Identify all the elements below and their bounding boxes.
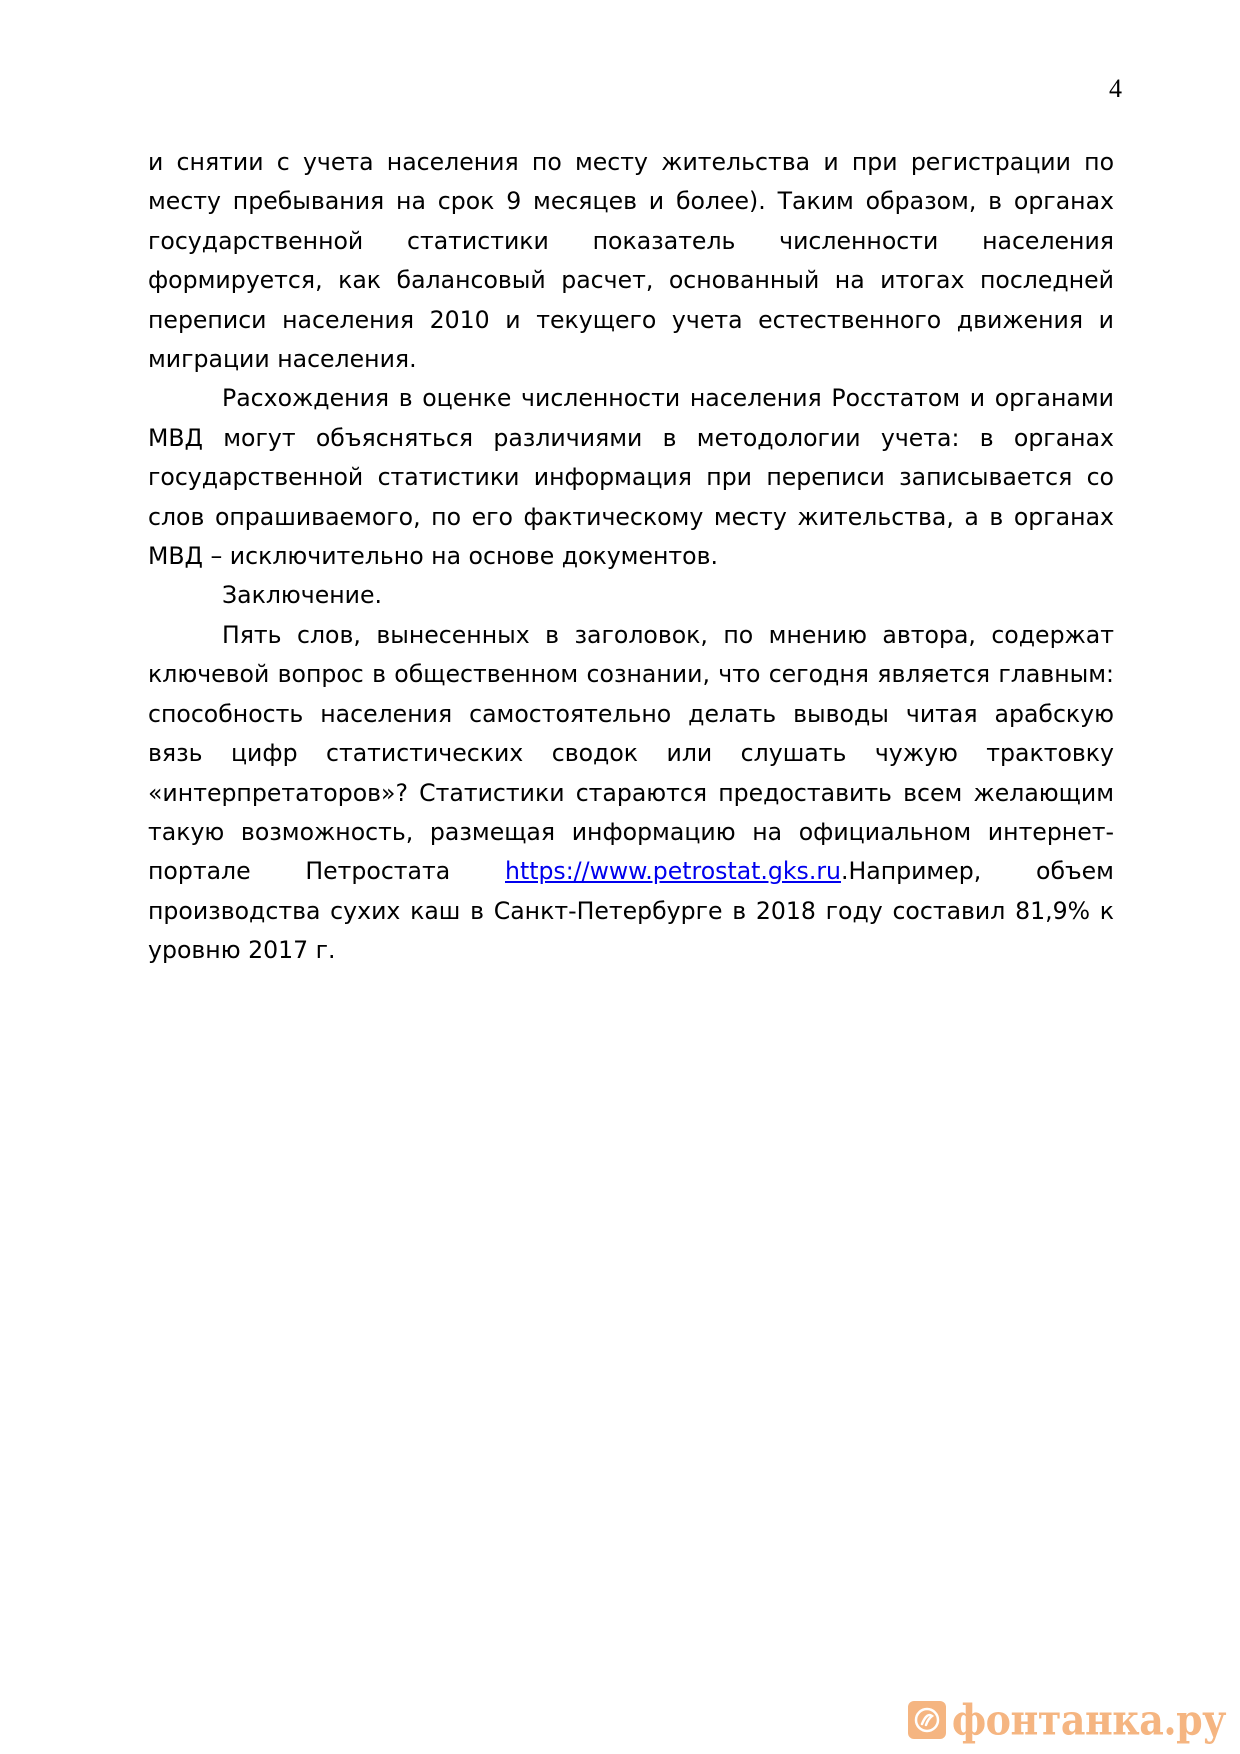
document-body [148, 143, 1114, 971]
paragraph-continuation: и снятии с учета населения по месту жительства и при регистрации по месту пребывания на срок 9 месяцев и более). Таким образом, в органах государственной статистики показатель численности населения формируется, как балансовый расчет, основанный на итогах последней переписи населения 2010 и текущего учета естественного движения и миграции населения. [148, 148, 1114, 374]
watermark-text: фонтанка.ру [951, 1694, 1226, 1745]
fontanka-logo-icon [908, 1701, 946, 1739]
conclusion-text-before-link: Пять слов, вынесенных в заголовок, по мнению автора, содержат ключевой вопрос в общественном сознании, что сегодня является главным: способность населения самостоятельно делать выводы читая арабскую вязь цифр статистических сводок или слушать чужую трактовку «интерпретаторов»? Статистики стараются предоставить всем желающим такую возможность, размещая информацию на официальном интернет-портале Петростата [148, 620, 1114, 886]
conclusion-text-after-link: .Например, объем производства сухих каш в Санкт-Петербурге в 2018 году составил 81,9% к уровню 2017 г. [148, 857, 1114, 965]
paragraph-conclusion [148, 616, 1114, 971]
paragraph-conclusion-heading: Заключение. [222, 581, 383, 610]
fontanka-watermark [908, 1694, 1226, 1745]
paragraph-discrepancies: Расхождения в оценке численности населения Росстатом и органами МВД могут объясняться различиями в методологии учета: в органах государственной статистики информация при переписи записывается со слов опрашиваемого, по его фактическому месту жительства, а в органах МВД – исключительно на основе документов. [148, 384, 1114, 571]
page-number: 4 [1109, 74, 1122, 103]
petrostat-portal-link[interactable]: https://www.petrostat.gks.ru [505, 857, 841, 886]
